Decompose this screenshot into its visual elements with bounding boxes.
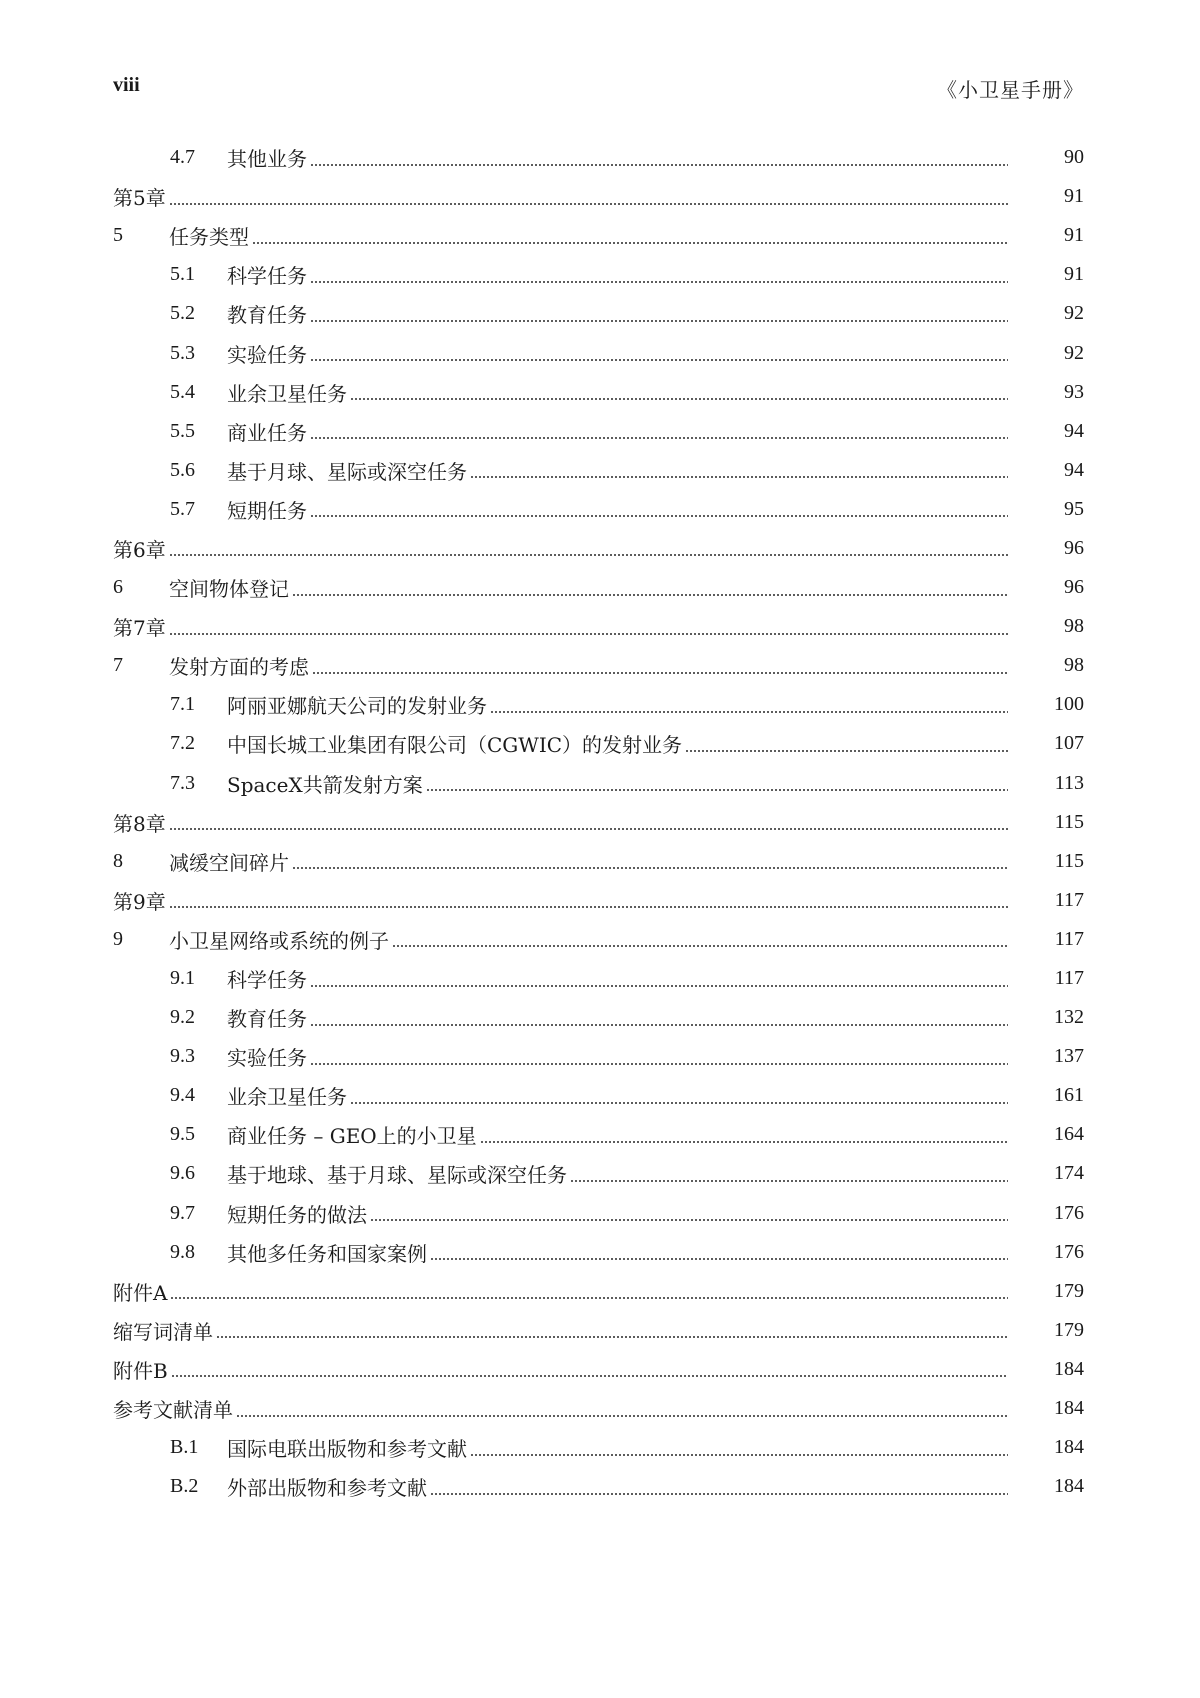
toc-entry-page: 90 bbox=[1064, 146, 1084, 169]
toc-entry[interactable] bbox=[113, 1389, 1084, 1428]
toc-entry-title: 第8章 bbox=[113, 811, 166, 836]
toc-entry-number: 9.2 bbox=[170, 1006, 195, 1029]
toc-entry[interactable] bbox=[113, 1194, 1084, 1233]
toc-entry[interactable] bbox=[113, 724, 1084, 763]
toc-entry-number: 5.5 bbox=[170, 419, 195, 442]
toc-dot-leader bbox=[370, 1219, 1008, 1221]
toc-entry[interactable] bbox=[113, 216, 1084, 255]
toc-entry-number: 9.6 bbox=[170, 1162, 195, 1185]
toc-entry-number: 8 bbox=[113, 849, 123, 872]
toc-entry-page: 96 bbox=[1064, 576, 1084, 599]
toc-dot-leader bbox=[236, 1415, 1008, 1417]
toc-entry-title: 国际电联出版物和参考文献 bbox=[227, 1437, 467, 1462]
toc-dot-leader bbox=[310, 281, 1008, 283]
toc-entry-page: 137 bbox=[1054, 1045, 1084, 1068]
toc-entry-title: 发射方面的考虑 bbox=[169, 655, 309, 680]
toc-entry-number: 7.2 bbox=[170, 732, 195, 755]
toc-entry-title: 实验任务 bbox=[227, 1046, 307, 1071]
table-of-contents bbox=[113, 138, 1084, 1506]
toc-entry-title: 基于地球、基于月球、星际或深空任务 bbox=[227, 1163, 567, 1188]
toc-entry-title: 商业任务 bbox=[227, 420, 307, 445]
toc-entry-title: 业余卫星任务 bbox=[227, 381, 347, 406]
toc-entry[interactable] bbox=[113, 1311, 1084, 1350]
toc-entry[interactable] bbox=[113, 1037, 1084, 1076]
toc-entry-title: 其他业务 bbox=[227, 147, 307, 172]
toc-dot-leader bbox=[170, 1297, 1008, 1299]
toc-entry-page: 184 bbox=[1054, 1397, 1084, 1420]
toc-dot-leader bbox=[310, 985, 1008, 987]
toc-dot-leader bbox=[310, 515, 1008, 517]
toc-entry[interactable] bbox=[113, 959, 1084, 998]
toc-entry-title: 参考文献清单 bbox=[113, 1398, 233, 1423]
toc-entry[interactable] bbox=[113, 294, 1084, 333]
page-header bbox=[113, 74, 1084, 106]
toc-entry-page: 100 bbox=[1054, 693, 1084, 716]
toc-entry-number: B.2 bbox=[170, 1475, 199, 1498]
toc-entry[interactable] bbox=[113, 373, 1084, 412]
toc-entry-title: 附件B bbox=[113, 1358, 168, 1383]
toc-dot-leader bbox=[570, 1180, 1008, 1182]
toc-entry-page: 96 bbox=[1064, 536, 1084, 559]
toc-dot-leader bbox=[480, 1141, 1008, 1143]
toc-entry[interactable] bbox=[113, 1467, 1084, 1506]
toc-entry[interactable] bbox=[113, 998, 1084, 1037]
toc-entry[interactable] bbox=[113, 646, 1084, 685]
toc-entry-number: 6 bbox=[113, 576, 123, 599]
toc-entry-page: 132 bbox=[1054, 1006, 1084, 1029]
toc-entry-page: 184 bbox=[1054, 1475, 1084, 1498]
toc-dot-leader bbox=[470, 1454, 1008, 1456]
toc-entry-page: 176 bbox=[1054, 1240, 1084, 1263]
toc-entry-number: 5.6 bbox=[170, 458, 195, 481]
toc-entry[interactable] bbox=[113, 1428, 1084, 1467]
toc-dot-leader bbox=[169, 828, 1008, 830]
toc-entry-title: 阿丽亚娜航天公司的发射业务 bbox=[227, 694, 487, 719]
toc-entry[interactable] bbox=[113, 1272, 1084, 1311]
toc-entry[interactable] bbox=[113, 920, 1084, 959]
toc-entry-page: 184 bbox=[1054, 1436, 1084, 1459]
toc-entry-title: 教育任务 bbox=[227, 1007, 307, 1032]
toc-entry-title: 小卫星网络或系统的例子 bbox=[169, 928, 389, 953]
toc-entry-page: 174 bbox=[1054, 1162, 1084, 1185]
toc-entry-number: 7.3 bbox=[170, 771, 195, 794]
toc-entry-title: 业余卫星任务 bbox=[227, 1085, 347, 1110]
toc-entry-page: 115 bbox=[1054, 810, 1084, 833]
toc-entry-page: 164 bbox=[1054, 1123, 1084, 1146]
toc-entry-title: 商业任务 – GEO上的小卫星 bbox=[227, 1124, 477, 1149]
toc-entry-page: 93 bbox=[1064, 380, 1084, 403]
toc-dot-leader bbox=[292, 867, 1008, 869]
toc-dot-leader bbox=[350, 398, 1008, 400]
toc-dot-leader bbox=[490, 711, 1008, 713]
toc-entry-number: 9.1 bbox=[170, 967, 195, 990]
toc-entry-page: 98 bbox=[1064, 654, 1084, 677]
toc-entry-number: 7.1 bbox=[170, 693, 195, 716]
toc-entry-title: 缩写词清单 bbox=[113, 1319, 213, 1344]
toc-entry-page: 94 bbox=[1064, 419, 1084, 442]
toc-entry-page: 91 bbox=[1064, 263, 1084, 286]
toc-entry[interactable] bbox=[113, 764, 1084, 803]
toc-entry[interactable] bbox=[113, 333, 1084, 372]
toc-entry[interactable] bbox=[113, 1076, 1084, 1115]
toc-entry-title: 其他多任务和国家案例 bbox=[227, 1241, 427, 1266]
toc-entry-number: 5.7 bbox=[170, 497, 195, 520]
toc-entry-page: 184 bbox=[1054, 1357, 1084, 1380]
toc-entry[interactable] bbox=[113, 529, 1084, 568]
toc-entry-title: SpaceX共箭发射方案 bbox=[227, 772, 423, 797]
toc-entry[interactable] bbox=[113, 685, 1084, 724]
toc-entry-page: 179 bbox=[1054, 1318, 1084, 1341]
toc-entry-page: 98 bbox=[1064, 615, 1084, 638]
toc-dot-leader bbox=[171, 1375, 1008, 1377]
toc-entry[interactable] bbox=[113, 177, 1084, 216]
toc-entry-number: 7 bbox=[113, 654, 123, 677]
toc-dot-leader bbox=[685, 750, 1008, 752]
toc-dot-leader bbox=[430, 1493, 1008, 1495]
toc-entry-number: 5.1 bbox=[170, 263, 195, 286]
toc-dot-leader bbox=[169, 554, 1008, 556]
toc-dot-leader bbox=[430, 1258, 1008, 1260]
toc-entry-title: 教育任务 bbox=[227, 303, 307, 328]
toc-dot-leader bbox=[312, 672, 1008, 674]
toc-entry-title: 附件A bbox=[113, 1280, 168, 1305]
toc-entry-page: 91 bbox=[1064, 224, 1084, 247]
toc-entry[interactable] bbox=[113, 1154, 1084, 1193]
toc-entry-title: 中国长城工业集团有限公司（CGWIC）的发射业务 bbox=[227, 733, 683, 758]
toc-dot-leader bbox=[310, 1024, 1008, 1026]
toc-entry-number: 5.4 bbox=[170, 380, 195, 403]
toc-entry-number: 9.3 bbox=[170, 1045, 195, 1068]
toc-dot-leader bbox=[470, 476, 1008, 478]
toc-dot-leader bbox=[169, 203, 1008, 205]
toc-entry-number: 5.3 bbox=[170, 341, 195, 364]
toc-dot-leader bbox=[350, 1102, 1008, 1104]
toc-entry-page: 117 bbox=[1054, 967, 1084, 990]
toc-entry[interactable] bbox=[113, 881, 1084, 920]
toc-dot-leader bbox=[252, 242, 1008, 244]
toc-entry-number: 9.5 bbox=[170, 1123, 195, 1146]
toc-entry-number: 5 bbox=[113, 224, 123, 247]
toc-entry-title: 短期任务 bbox=[227, 498, 307, 523]
toc-entry[interactable] bbox=[113, 490, 1084, 529]
toc-entry[interactable] bbox=[113, 1350, 1084, 1389]
toc-entry-number: 5.2 bbox=[170, 302, 195, 325]
toc-dot-leader bbox=[169, 633, 1008, 635]
toc-entry-title: 外部出版物和参考文献 bbox=[227, 1476, 427, 1501]
toc-entry-title: 空间物体登记 bbox=[169, 577, 289, 602]
toc-entry-number: 9.4 bbox=[170, 1084, 195, 1107]
toc-entry-title: 科学任务 bbox=[227, 968, 307, 993]
toc-entry-page: 161 bbox=[1054, 1084, 1084, 1107]
toc-entry-title: 基于月球、星际或深空任务 bbox=[227, 459, 467, 484]
book-title: 《小卫星手册》 bbox=[937, 78, 1084, 102]
toc-dot-leader bbox=[310, 1063, 1008, 1065]
toc-entry-page: 92 bbox=[1064, 341, 1084, 364]
toc-entry-page: 179 bbox=[1054, 1279, 1084, 1302]
toc-entry-title: 减缓空间碎片 bbox=[169, 850, 289, 875]
toc-entry-number: 9.7 bbox=[170, 1201, 195, 1224]
toc-dot-leader bbox=[310, 359, 1008, 361]
toc-entry-page: 91 bbox=[1064, 185, 1084, 208]
toc-entry[interactable] bbox=[113, 803, 1084, 842]
toc-entry-page: 115 bbox=[1054, 849, 1084, 872]
toc-entry-title: 科学任务 bbox=[227, 264, 307, 289]
toc-dot-leader bbox=[169, 906, 1008, 908]
toc-entry-title: 第7章 bbox=[113, 616, 166, 641]
toc-dot-leader bbox=[310, 320, 1008, 322]
toc-entry[interactable] bbox=[113, 1233, 1084, 1272]
toc-entry-title: 短期任务的做法 bbox=[227, 1202, 367, 1227]
toc-entry[interactable] bbox=[113, 138, 1084, 177]
toc-dot-leader bbox=[392, 945, 1008, 947]
toc-entry-title: 第6章 bbox=[113, 537, 166, 562]
toc-entry-page: 92 bbox=[1064, 302, 1084, 325]
toc-dot-leader bbox=[310, 437, 1008, 439]
toc-entry-page: 95 bbox=[1064, 497, 1084, 520]
toc-entry-number: B.1 bbox=[170, 1436, 199, 1459]
toc-entry-title: 第9章 bbox=[113, 889, 166, 914]
toc-entry-page: 113 bbox=[1054, 771, 1084, 794]
toc-dot-leader bbox=[426, 789, 1008, 791]
toc-entry-number: 4.7 bbox=[170, 146, 195, 169]
toc-entry[interactable] bbox=[113, 451, 1084, 490]
page-number-label: viii bbox=[113, 74, 140, 96]
toc-entry-page: 117 bbox=[1054, 927, 1084, 950]
toc-dot-leader bbox=[292, 594, 1008, 596]
toc-entry[interactable] bbox=[113, 1115, 1084, 1154]
toc-entry-page: 176 bbox=[1054, 1201, 1084, 1224]
toc-entry-page: 117 bbox=[1054, 888, 1084, 911]
toc-entry-page: 107 bbox=[1054, 732, 1084, 755]
toc-entry-title: 实验任务 bbox=[227, 342, 307, 367]
toc-entry[interactable] bbox=[113, 255, 1084, 294]
toc-entry-number: 9.8 bbox=[170, 1240, 195, 1263]
toc-entry-number: 9 bbox=[113, 927, 123, 950]
toc-dot-leader bbox=[216, 1336, 1008, 1338]
toc-entry[interactable] bbox=[113, 842, 1084, 881]
toc-entry[interactable] bbox=[113, 607, 1084, 646]
toc-dot-leader bbox=[310, 164, 1008, 166]
toc-entry[interactable] bbox=[113, 568, 1084, 607]
toc-entry-title: 任务类型 bbox=[169, 225, 249, 250]
toc-entry-page: 94 bbox=[1064, 458, 1084, 481]
toc-entry-title: 第5章 bbox=[113, 186, 166, 211]
toc-entry[interactable] bbox=[113, 412, 1084, 451]
